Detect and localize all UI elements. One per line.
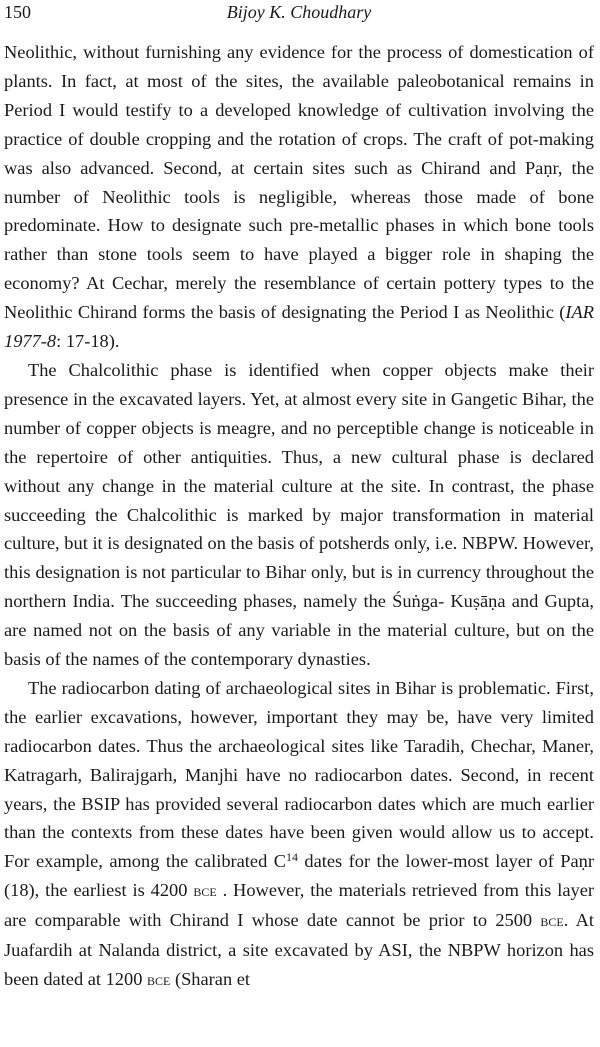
page-header	[4, 2, 594, 30]
era-bce: bce	[193, 881, 217, 901]
page-number: 150	[4, 2, 31, 22]
paragraph-1: Neolithic, without furnishing any evidence for the process of domestication of plants. In fact, at most of the sites, the available paleobotanical remains in Period I would testify to a developed knowledge of cultivation involving the practice of double cropping and the rotation of crops. The craft of pot-making was also advanced. Second, at certain sites such as Chirand and Paṇr, the number of Neolithic tools is negligible, whereas those made of bone predominate. How to designate such pre-metallic phases in which bone tools rather than stone tools seem to have played a bigger role in shaping the economy? At Cechar, merely the resemblance of certain pottery types to the Neolithic Chirand forms the basis of designating the Period I as Neolithic (IAR 1977-8: 17-18).	[4, 42, 594, 352]
era-bce: bce	[540, 911, 564, 931]
running-head-author: Bijoy K. Choudhary	[226, 2, 372, 22]
superscript-14: 14	[286, 850, 298, 865]
paragraph-3: The radiocarbon dating of archaeological sites in Bihar is problematic. First, the earlier excavations, however, important they may be, have very limited radiocarbon dates. Thus the archaeological sites like Taradih, Chechar, Maner, Katragarh, Balirajgarh, Manjhi have no radiocarbon dates. Second, in recent years, the BSIP has provided several radiocarbon dates which are much earlier than the contexts from these dates have been given would allow us to accept. For example, among the calibrated $C^{14}$ dates for the lower-most layer of Paṇr (18), the earliest is 4200 bce . However, the materials retrieved from this layer are comparable with Chirand I whose date cannot be prior to 2500 bce. At Juafardih at Nalanda district, a site excavated by ASI, the NBPW horizon has been dated at 1200 bce (Sharan et	[4, 677, 595, 989]
era-bce: bce	[147, 970, 171, 989]
paragraph-2: The Chalcolithic phase is identified when copper objects make their presence in the excavated layers. Yet, at almost every site in Gangetic Bihar, the number of copper objects is meagre, and no perceptible change is noticeable in the repertoire of other antiquities. Thus, a new cultural phase is declared without any change in the material culture at the site. In contrast, the phase succeeding the Chalcolithic is marked by major transformation in material culture, but it is designated on the basis of potsherds only, i.e. NBPW. However, this designation is not particular to Bihar only, but is in currency throughout the northern India. The succeeding phases, namely the Śuṅga- Kuṣāṇa and Gupta, are named not on the basis of any variable in the material culture, but on the basis of the names of the contemporary dynasties.	[4, 359, 594, 670]
body-text	[4, 38, 594, 995]
citation-iar: IAR 1977-8	[4, 302, 594, 352]
